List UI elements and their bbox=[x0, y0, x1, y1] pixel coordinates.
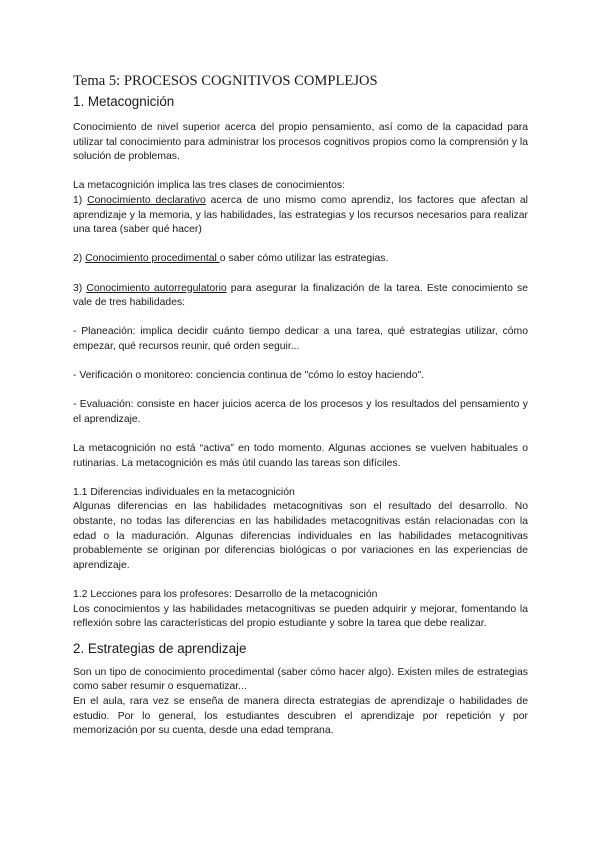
term-declarative: Conocimiento declarativo bbox=[87, 194, 206, 206]
paragraph-strategies-classroom: En el aula, rara vez se enseña de manera directa estrategias de aprendizaje o habilidades de estudio. Por lo general, los estudiantes descubren el aprendizaje por repetición y por memorización por su cuenta, desde una edad temprana. bbox=[73, 695, 528, 737]
section-heading-metacognicion: 1. Metacognición bbox=[73, 94, 175, 109]
document-body bbox=[73, 72, 528, 739]
skill-evaluation: - Evaluación: consiste en hacer juicios acerca de los procesos y los resultados del pensamiento y el aprendizaje. bbox=[73, 399, 528, 425]
document-title: Tema 5: PROCESOS COGNITIVOS COMPLEJOS bbox=[73, 73, 378, 89]
paragraph-active-note: La metacognición no está “activa” en todo momento. Algunas acciones se vuelven habituales o rutinarias. La metacognición es más útil cuando las tareas son difíciles. bbox=[73, 443, 528, 469]
paragraph-teacher-lessons: Los conocimientos y las habilidades metacognitivas se pueden adquirir y mejorar, fomentando la reflexión sobre las características del propio estudiante y sobre la tarea que debe realizar. bbox=[73, 603, 528, 630]
paragraph-strategies-intro: Son un tipo de conocimiento procedimental (saber cómo hacer algo). Existen miles de estrategias como saber resumir o esquematizar... bbox=[73, 666, 528, 693]
subsection-heading-individual-differences: 1.1 Diferencias individuales en la metacognición bbox=[73, 486, 295, 498]
skill-planning: - Planeación: implica decidir cuánto tiempo dedicar a una tarea, qué estrategias utilizar, cómo empezar, qué recursos reunir, qué orden seguir... bbox=[73, 326, 528, 352]
item-number: 2) bbox=[73, 253, 86, 265]
item-number: 3) bbox=[73, 282, 87, 294]
skill-monitoring: - Verificación o monitoreo: conciencia continua de "cómo lo estoy haciendo". bbox=[73, 370, 425, 382]
paragraph-definition: Conocimiento de nivel superior acerca del propio pensamiento, así como de la capacidad para utilizar tal conocimiento para administrar los procesos cognitivos propios como la comprensión y la solución de problemas. bbox=[73, 122, 528, 163]
knowledge-item-procedural bbox=[73, 252, 528, 267]
term-selfregulatory: Conocimiento autorregulatorio bbox=[86, 282, 227, 294]
section-heading-estrategias: 2. Estrategias de aprendizaje bbox=[73, 640, 247, 656]
item-text: para asegurar la finalización de la tarea. Este conocimiento se vale de tres habilidades: bbox=[73, 282, 528, 309]
paragraph-individual-differences: Algunas diferencias en las habilidades metacognitivas son el resultado del desarrollo. No obstante, no todas las diferencias en las habilidades metacognitivas están relacionadas con la edad o la maduración. Algunas diferencias individuales en las habilidades metacognitivas probablemente se originan por diferencias biológicas o por variaciones en las experiencias de aprendizaje. bbox=[73, 501, 528, 571]
knowledge-item-selfregulatory bbox=[73, 282, 528, 311]
paragraph-knowledge-lead: La metacognición implica las tres clases de conocimientos: bbox=[73, 180, 346, 192]
term-procedural: Conocimiento procedimental bbox=[85, 253, 220, 265]
item-text: acerca de uno mismo como aprendiz, los factores que afectan al aprendizaje y la memoria, y las habilidades, las estrategias y los recursos necesarios para realizar una tarea (saber qué hacer) bbox=[73, 194, 528, 236]
subsection-heading-teacher-lessons: 1.2 Lecciones para los profesores: Desarrollo de la metacognición bbox=[73, 589, 378, 600]
item-number: 1) bbox=[73, 194, 88, 206]
item-text: o saber cómo utilizar las estrategias. bbox=[219, 253, 389, 265]
knowledge-item-declarative bbox=[73, 194, 528, 238]
